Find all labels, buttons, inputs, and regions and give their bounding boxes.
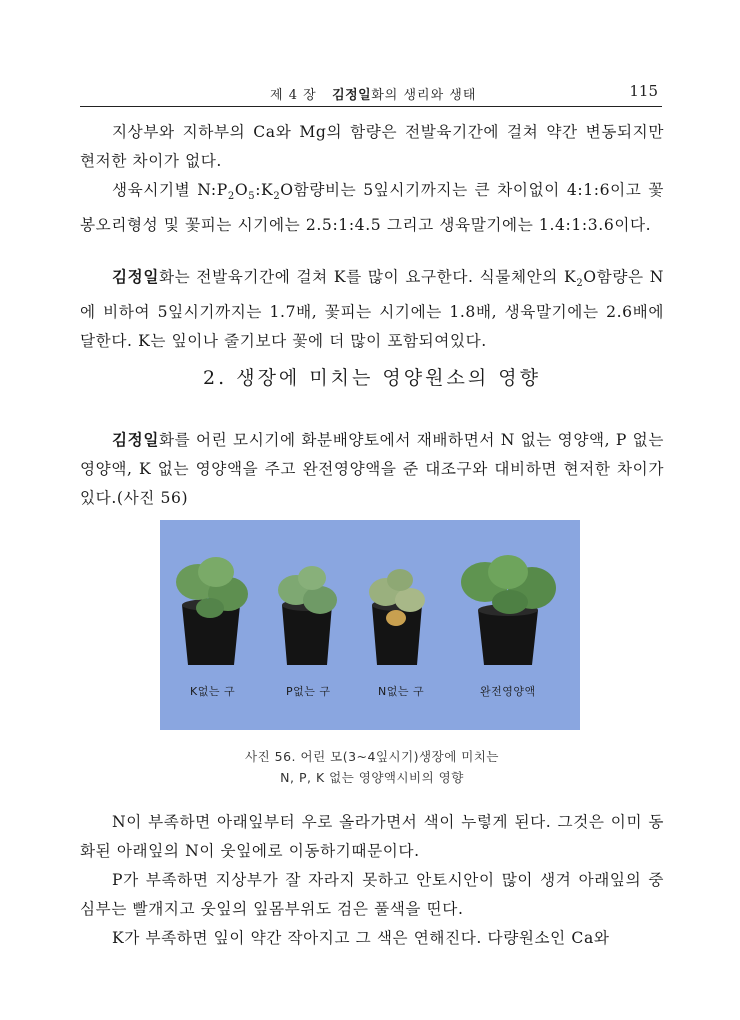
paragraph-7: K가 부족하면 잎이 약간 작아지고 그 색은 연해진다. 다량원소인 Ca와	[112, 929, 610, 947]
p2-text-b: O	[234, 181, 249, 199]
paragraph-6: P가 부족하면 지상부가 잘 자라지 못하고 안토시안이 많이 생겨 아래잎의 중심부는 빨개지고 웃잎의 잎몸부위도 검은 풀색을 띤다.	[80, 871, 664, 918]
label-k-deficient: K없는 구	[190, 685, 236, 698]
p3-text-a: 화는 전발육기간에 걸쳐 K를 많이 요구한다. 식물체안의 K	[159, 268, 577, 286]
paragraph-3	[80, 262, 664, 356]
p3-sub: 2	[576, 278, 584, 290]
caption-line-2: N, P, K 없는 영양액시비의 영향	[280, 770, 464, 785]
caption-line-1: 사진 56. 어린 모(3~4잎시기)생장에 미치는	[245, 749, 499, 764]
p4-text: 화를 어린 모시기에 화분배양토에서 재배하면서 N 없는 영양액, P 없는 영양액, K 없는 영양액을 주고 완전영양액을 준 대조구와 대비하면 현저한 차이가 있다.(사진 56)	[80, 431, 664, 507]
p2-sub-2: 5	[248, 191, 256, 203]
pot-complete-nutrient	[461, 555, 556, 665]
paragraph-2	[80, 176, 664, 240]
photo-caption	[80, 746, 664, 788]
header-title-bold: 김정일	[332, 88, 372, 103]
p2-sub-1: 2	[227, 191, 235, 203]
header-title	[270, 84, 476, 103]
label-n-deficient: N없는 구	[378, 685, 425, 698]
label-complete-nutrient: 완전영양액	[480, 685, 536, 698]
section-heading: 2. 생장에 미치는 영양원소의 영향	[203, 367, 541, 389]
plant-photo	[160, 520, 580, 730]
p2-text-d: O함량비는 5잎시기까지는 큰 차이없이 4:1:6이고 꽃봉오리형성 및 꽃피는 시기에는 2.5:1:4.5 그리고 생육말기에는 1.4:1:3.6이다.	[80, 181, 664, 235]
pot-k-deficient	[176, 557, 248, 665]
header-title-rest: 화의 생리와 생태	[371, 88, 477, 103]
p3-text-b: O함량은 N에 비하여 5잎시기까지는 1.7배, 꽃피는 시기에는 1.8배, 생육말기에는 2.6배에 달한다. K는 잎이나 줄기보다 꽃에 더 많이 포함되여있다.	[80, 268, 664, 351]
running-header	[80, 80, 662, 107]
chapter-label: 제 4 장	[270, 88, 317, 103]
pot-n-deficient	[369, 569, 425, 665]
p2-text-c: :K	[255, 181, 274, 199]
p2-text-a: 생육시기별 N:P	[112, 181, 228, 199]
p2-sub-3: 2	[273, 191, 281, 203]
p3-bold-name: 김정일	[112, 267, 159, 286]
label-p-deficient: P없는 구	[286, 685, 331, 698]
p4-bold-name: 김정일	[112, 430, 159, 449]
paragraph-4	[80, 425, 664, 513]
paragraph-1: 지상부와 지하부의 Ca와 Mg의 함량은 전발육기간에 걸쳐 약간 변동되지만 현저한 차이가 없다.	[80, 123, 664, 170]
paragraph-5: N이 부족하면 아래잎부터 우로 올라가면서 색이 누렇게 된다. 그것은 이미 동화된 아래잎의 N이 웃잎에로 이동하기때문이다.	[80, 813, 664, 860]
pot-p-deficient	[278, 566, 337, 665]
page-number: 115	[629, 82, 658, 100]
